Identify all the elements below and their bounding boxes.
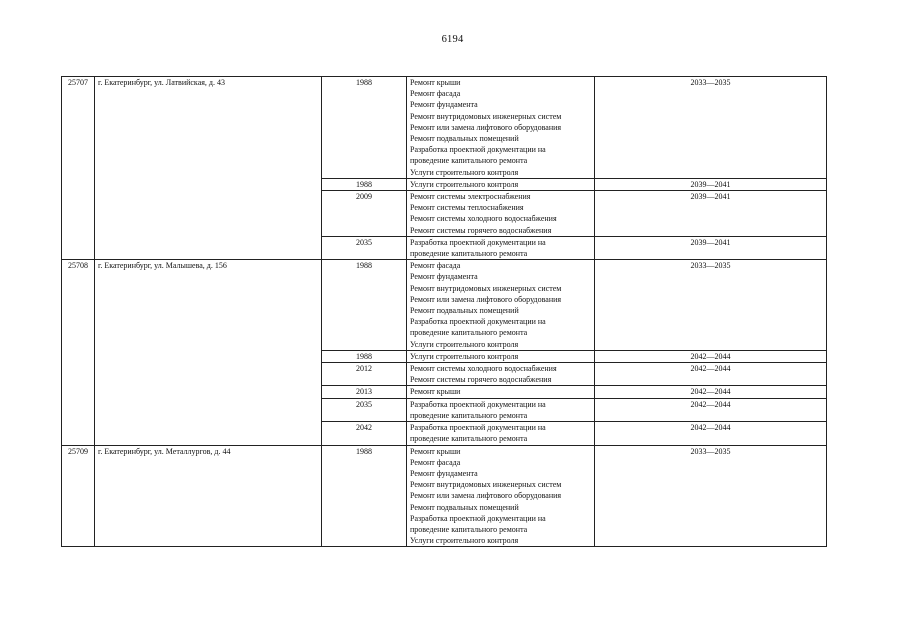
table-row bbox=[62, 77, 827, 179]
works-cell bbox=[407, 260, 595, 351]
period-cell: 2042—2044 bbox=[595, 363, 827, 386]
record-address: г. Екатеринбург, ул. Металлургов, д. 44 bbox=[95, 445, 322, 547]
work-item: проведение капитального ремонта bbox=[410, 524, 528, 534]
work-item: Ремонт фасада bbox=[410, 261, 461, 271]
works-cell bbox=[407, 445, 595, 547]
work-item: Ремонт фундамента bbox=[410, 468, 478, 478]
work-item: Ремонт подвальных помещений bbox=[410, 134, 519, 144]
work-item: Ремонт или замена лифтового оборудования bbox=[410, 491, 562, 501]
work-item: проведение капитального ремонта bbox=[410, 249, 528, 259]
work-item: Ремонт фасада bbox=[410, 457, 461, 467]
period-cell: 2039—2041 bbox=[595, 236, 827, 259]
work-item: Ремонт внутридомовых инженерных систем bbox=[410, 283, 562, 293]
work-item: Ремонт системы электроснабжения bbox=[410, 192, 531, 202]
period-cell: 2042—2044 bbox=[595, 422, 827, 445]
period-cell: 2033—2035 bbox=[595, 445, 827, 547]
work-item: Разработка проектной документации на bbox=[410, 145, 546, 155]
record-address: г. Екатеринбург, ул. Латвийская, д. 43 bbox=[95, 77, 322, 260]
year-cell: 2012 bbox=[322, 363, 407, 386]
record-id: 25708 bbox=[62, 260, 95, 445]
period-cell: 2039—2041 bbox=[595, 178, 827, 190]
work-item: Разработка проектной документации на bbox=[410, 423, 546, 433]
work-item: Ремонт системы теплоснабжения bbox=[410, 203, 524, 213]
work-item: Услуги строительного контроля bbox=[410, 536, 519, 546]
period-cell: 2042—2044 bbox=[595, 386, 827, 398]
work-item: проведение капитального ремонта bbox=[410, 410, 528, 420]
year-cell: 2035 bbox=[322, 236, 407, 259]
work-item: Ремонт фасада bbox=[410, 89, 461, 99]
period-cell: 2033—2035 bbox=[595, 260, 827, 351]
year-cell: 2009 bbox=[322, 191, 407, 237]
year-cell: 1988 bbox=[322, 350, 407, 362]
work-item: Ремонт или замена лифтового оборудования bbox=[410, 122, 562, 132]
work-item: Разработка проектной документации на bbox=[410, 317, 546, 327]
work-item: Ремонт внутридомовых инженерных систем bbox=[410, 480, 562, 490]
year-cell: 2013 bbox=[322, 386, 407, 398]
year-cell: 1988 bbox=[322, 77, 407, 179]
work-item: Услуги строительного контроля bbox=[410, 167, 519, 177]
work-item: Ремонт крыши bbox=[410, 446, 461, 456]
work-item: Ремонт внутридомовых инженерных систем bbox=[410, 111, 562, 121]
record-address: г. Екатеринбург, ул. Малышева, д. 156 bbox=[95, 260, 322, 445]
year-cell: 2042 bbox=[322, 422, 407, 445]
works-cell bbox=[407, 350, 595, 362]
period-cell: 2042—2044 bbox=[595, 398, 827, 421]
work-item: Ремонт подвальных помещений bbox=[410, 306, 519, 316]
work-item: Ремонт системы холодного водоснабжения bbox=[410, 214, 557, 224]
work-item: Разработка проектной документации на bbox=[410, 399, 546, 409]
work-item: Услуги строительного контроля bbox=[410, 179, 519, 189]
work-item: Ремонт подвальных помещений bbox=[410, 502, 519, 512]
work-item: Ремонт фундамента bbox=[410, 272, 478, 282]
year-cell: 1988 bbox=[322, 178, 407, 190]
record-id: 25707 bbox=[62, 77, 95, 260]
period-cell: 2039—2041 bbox=[595, 191, 827, 237]
year-cell: 1988 bbox=[322, 445, 407, 547]
work-item: Ремонт системы горячего водоснабжения bbox=[410, 375, 552, 385]
work-item: Ремонт крыши bbox=[410, 78, 461, 87]
table-row bbox=[62, 260, 827, 351]
works-cell bbox=[407, 386, 595, 398]
works-cell bbox=[407, 236, 595, 259]
work-item: проведение капитального ремонта bbox=[410, 328, 528, 338]
record-id: 25709 bbox=[62, 445, 95, 547]
work-item: Ремонт системы холодного водоснабжения bbox=[410, 364, 557, 374]
table-row bbox=[62, 445, 827, 547]
work-item: Ремонт системы горячего водоснабжения bbox=[410, 225, 552, 235]
work-item: Услуги строительного контроля bbox=[410, 339, 519, 349]
period-cell: 2033—2035 bbox=[595, 77, 827, 179]
work-item: Ремонт крыши bbox=[410, 387, 461, 397]
works-cell bbox=[407, 398, 595, 421]
work-item: Услуги строительного контроля bbox=[410, 351, 519, 361]
work-item: Разработка проектной документации на bbox=[410, 513, 546, 523]
work-item: Разработка проектной документации на bbox=[410, 237, 546, 247]
work-item: проведение капитального ремонта bbox=[410, 434, 528, 444]
year-cell: 1988 bbox=[322, 260, 407, 351]
work-item: проведение капитального ремонта bbox=[410, 156, 528, 166]
repair-schedule-table bbox=[61, 76, 827, 547]
works-cell bbox=[407, 422, 595, 445]
period-cell: 2042—2044 bbox=[595, 350, 827, 362]
table-body bbox=[62, 77, 827, 547]
work-item: Ремонт фундамента bbox=[410, 100, 478, 110]
works-cell bbox=[407, 363, 595, 386]
year-cell: 2035 bbox=[322, 398, 407, 421]
work-item: Ремонт или замена лифтового оборудования bbox=[410, 294, 562, 304]
page-number: 6194 bbox=[441, 34, 464, 45]
works-cell bbox=[407, 178, 595, 190]
works-cell bbox=[407, 77, 595, 179]
works-cell bbox=[407, 191, 595, 237]
